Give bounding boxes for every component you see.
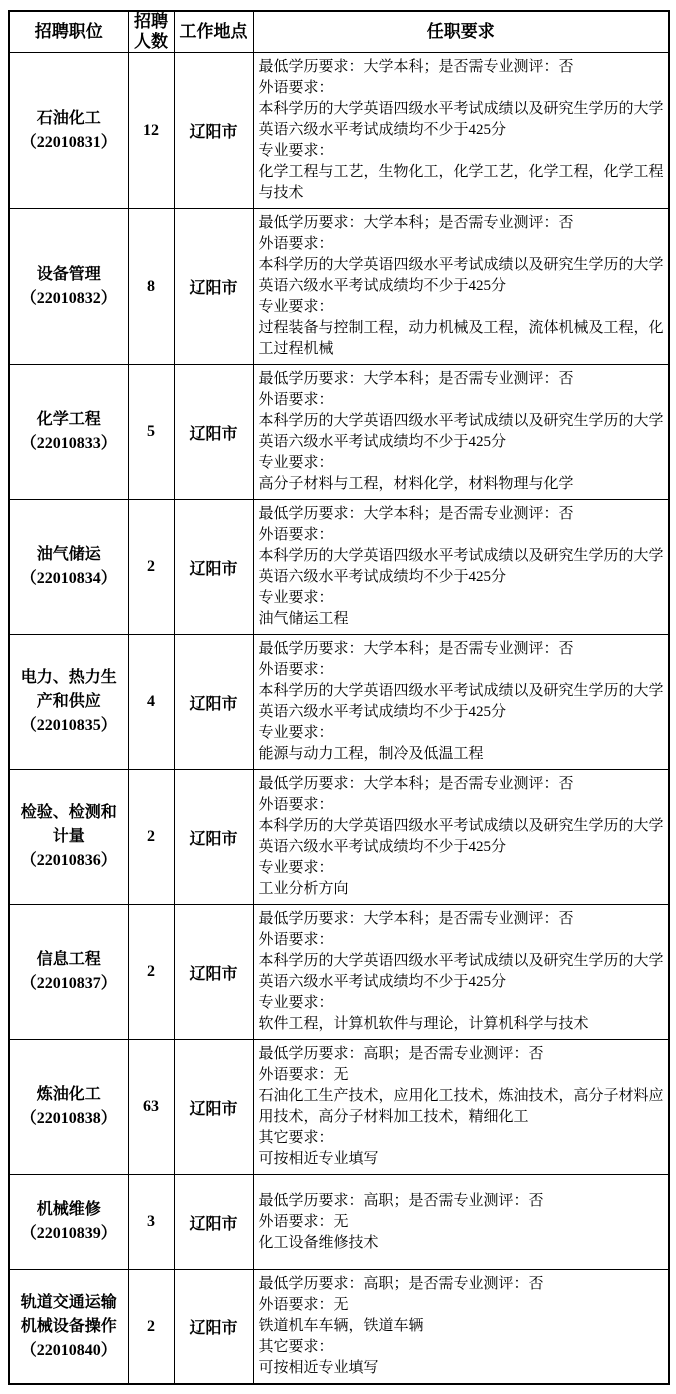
position-name: 炼油化工 — [36, 1086, 101, 1103]
position-cell — [9, 905, 128, 1040]
table-row — [9, 53, 669, 209]
requirement-line: 石油化工生产技术，应用化工技术，炼油技术，高分子材料应用技术，高分子材料加工技术，精细化工 — [258, 1088, 664, 1125]
table-row — [9, 365, 669, 500]
column-header-location: 工作地点 — [174, 11, 253, 53]
requirement-line: 过程装备与控制工程，动力机械及工程，流体机械及工程，化工过程机械 — [258, 320, 664, 357]
requirement-line: 专业要求： — [258, 143, 334, 159]
count-cell: 12 — [128, 53, 174, 209]
requirement-line: 最低学历要求：大学本科；是否需专业测评：否 — [258, 215, 574, 231]
requirements-cell — [253, 1175, 669, 1270]
position-cell — [9, 1175, 128, 1270]
requirement-line: 本科学历的大学英语四级水平考试成绩以及研究生学历的大学英语六级水平考试成绩均不少于425分 — [258, 257, 664, 294]
table-row — [9, 905, 669, 1040]
requirement-line: 最低学历要求：高职；是否需专业测评：否 — [258, 1046, 544, 1062]
position-name: 机械维修 — [36, 1201, 101, 1218]
position-cell — [9, 500, 128, 635]
requirement-line: 软件工程，计算机软件与理论，计算机科学与技术 — [258, 1016, 589, 1032]
table-row — [9, 1175, 669, 1270]
position-code: （22010835） — [20, 717, 117, 734]
requirement-line: 铁道机车车辆，铁道车辆 — [258, 1318, 424, 1334]
location-cell: 辽阳市 — [174, 365, 253, 500]
requirement-line: 专业要求： — [258, 590, 334, 606]
requirement-line: 可按相近专业填写 — [258, 1151, 379, 1167]
requirement-line: 最低学历要求：大学本科；是否需专业测评：否 — [258, 776, 574, 792]
requirement-line: 其它要求： — [258, 1339, 334, 1355]
position-name: 石油化工 — [36, 109, 101, 127]
recruitment-table — [8, 10, 670, 1385]
position-name: 油气储运 — [36, 546, 101, 563]
requirement-line: 外语要求： — [258, 932, 334, 948]
table-row — [9, 209, 669, 365]
requirement-line: 工业分析方向 — [258, 881, 349, 897]
location-cell: 辽阳市 — [174, 209, 253, 365]
position-cell — [9, 1040, 128, 1175]
location-cell: 辽阳市 — [174, 1040, 253, 1175]
requirements-cell — [253, 635, 669, 770]
location-cell: 辽阳市 — [174, 1175, 253, 1270]
requirements-cell — [253, 1040, 669, 1175]
position-cell — [9, 1270, 128, 1385]
location-cell: 辽阳市 — [174, 1270, 253, 1385]
location-cell: 辽阳市 — [174, 905, 253, 1040]
requirement-line: 化工设备维修技术 — [258, 1234, 379, 1251]
requirements-cell — [253, 770, 669, 905]
requirement-line: 本科学历的大学英语四级水平考试成绩以及研究生学历的大学英语六级水平考试成绩均不少于425分 — [258, 548, 664, 585]
position-cell — [9, 53, 128, 209]
requirement-line: 专业要求： — [258, 455, 334, 471]
count-cell: 4 — [128, 635, 174, 770]
requirement-line: 化学工程与工艺，生物化工，化学工艺，化学工程，化学工程与技术 — [258, 164, 664, 201]
count-cell: 2 — [128, 1270, 174, 1385]
requirement-line: 专业要求： — [258, 299, 334, 315]
requirements-cell — [253, 500, 669, 635]
count-cell: 2 — [128, 500, 174, 635]
position-cell — [9, 635, 128, 770]
position-code: （22010837） — [20, 975, 117, 992]
position-name: 检验、检测和计量 — [20, 804, 117, 845]
requirement-line: 其它要求： — [258, 1130, 334, 1146]
requirement-line: 本科学历的大学英语四级水平考试成绩以及研究生学历的大学英语六级水平考试成绩均不少于425分 — [258, 818, 664, 855]
column-header-position: 招聘职位 — [9, 11, 128, 53]
location-cell: 辽阳市 — [174, 53, 253, 209]
header-row — [9, 11, 669, 53]
position-code: （22010831） — [20, 133, 117, 151]
table-row — [9, 500, 669, 635]
requirement-line: 外语要求：无 — [258, 1297, 349, 1313]
count-cell: 8 — [128, 209, 174, 365]
position-cell — [9, 209, 128, 365]
requirement-line: 专业要求： — [258, 725, 334, 741]
position-cell — [9, 770, 128, 905]
requirement-line: 高分子材料与工程，材料化学，材料物理与化学 — [258, 476, 574, 492]
requirement-line: 外语要求： — [258, 797, 334, 813]
requirement-line: 外语要求： — [258, 392, 334, 408]
count-cell: 2 — [128, 905, 174, 1040]
position-code: （22010836） — [20, 852, 117, 869]
requirement-line: 外语要求： — [258, 80, 334, 96]
requirements-cell — [253, 53, 669, 209]
count-cell: 3 — [128, 1175, 174, 1270]
requirement-line: 本科学历的大学英语四级水平考试成绩以及研究生学历的大学英语六级水平考试成绩均不少于425分 — [258, 683, 664, 720]
position-name: 设备管理 — [36, 265, 101, 283]
position-code: （22010838） — [20, 1110, 117, 1127]
table-row — [9, 1040, 669, 1175]
requirement-line: 外语要求：无 — [258, 1067, 349, 1083]
requirement-line: 最低学历要求：大学本科；是否需专业测评：否 — [258, 911, 574, 927]
position-name: 电力、热力生产和供应 — [20, 669, 117, 710]
position-code: （22010840） — [20, 1341, 117, 1359]
requirement-line: 外语要求：无 — [258, 1213, 349, 1230]
column-header-count: 招聘人数 — [128, 11, 174, 53]
requirements-cell — [253, 365, 669, 500]
requirement-line: 可按相近专业填写 — [258, 1360, 379, 1376]
requirement-line: 能源与动力工程，制冷及低温工程 — [258, 746, 484, 762]
position-code: （22010832） — [20, 289, 117, 307]
requirement-line: 专业要求： — [258, 860, 334, 876]
position-name: 信息工程 — [36, 951, 101, 968]
requirement-line: 外语要求： — [258, 662, 334, 678]
requirement-line: 最低学历要求：高职；是否需专业测评：否 — [258, 1276, 544, 1292]
requirement-line: 本科学历的大学英语四级水平考试成绩以及研究生学历的大学英语六级水平考试成绩均不少于425分 — [258, 101, 664, 138]
position-code: （22010834） — [20, 570, 117, 587]
position-code: （22010833） — [20, 435, 117, 452]
location-cell: 辽阳市 — [174, 635, 253, 770]
count-cell: 2 — [128, 770, 174, 905]
requirement-line: 最低学历要求：大学本科；是否需专业测评：否 — [258, 59, 574, 75]
requirement-line: 专业要求： — [258, 995, 334, 1011]
position-name: 化学工程 — [36, 411, 101, 428]
requirement-line: 本科学历的大学英语四级水平考试成绩以及研究生学历的大学英语六级水平考试成绩均不少于425分 — [258, 953, 664, 990]
requirement-line: 本科学历的大学英语四级水平考试成绩以及研究生学历的大学英语六级水平考试成绩均不少于425分 — [258, 413, 664, 450]
position-code: （22010839） — [20, 1225, 117, 1242]
requirement-line: 最低学历要求：大学本科；是否需专业测评：否 — [258, 506, 574, 522]
requirement-line: 最低学历要求：大学本科；是否需专业测评：否 — [258, 371, 574, 387]
requirement-line: 外语要求： — [258, 236, 334, 252]
table-row — [9, 770, 669, 905]
requirement-line: 最低学历要求：大学本科；是否需专业测评：否 — [258, 641, 574, 657]
count-cell: 5 — [128, 365, 174, 500]
table-row — [9, 1270, 669, 1385]
column-header-requirements: 任职要求 — [253, 11, 669, 53]
position-name: 轨道交通运输机械设备操作 — [20, 1293, 117, 1335]
requirement-line: 外语要求： — [258, 527, 334, 543]
location-cell: 辽阳市 — [174, 770, 253, 905]
requirements-cell — [253, 905, 669, 1040]
position-cell — [9, 365, 128, 500]
table-row — [9, 635, 669, 770]
count-cell: 63 — [128, 1040, 174, 1175]
requirements-cell — [253, 1270, 669, 1385]
requirements-cell — [253, 209, 669, 365]
requirement-line: 最低学历要求：高职；是否需专业测评：否 — [258, 1192, 544, 1209]
location-cell: 辽阳市 — [174, 500, 253, 635]
requirement-line: 油气储运工程 — [258, 611, 349, 627]
